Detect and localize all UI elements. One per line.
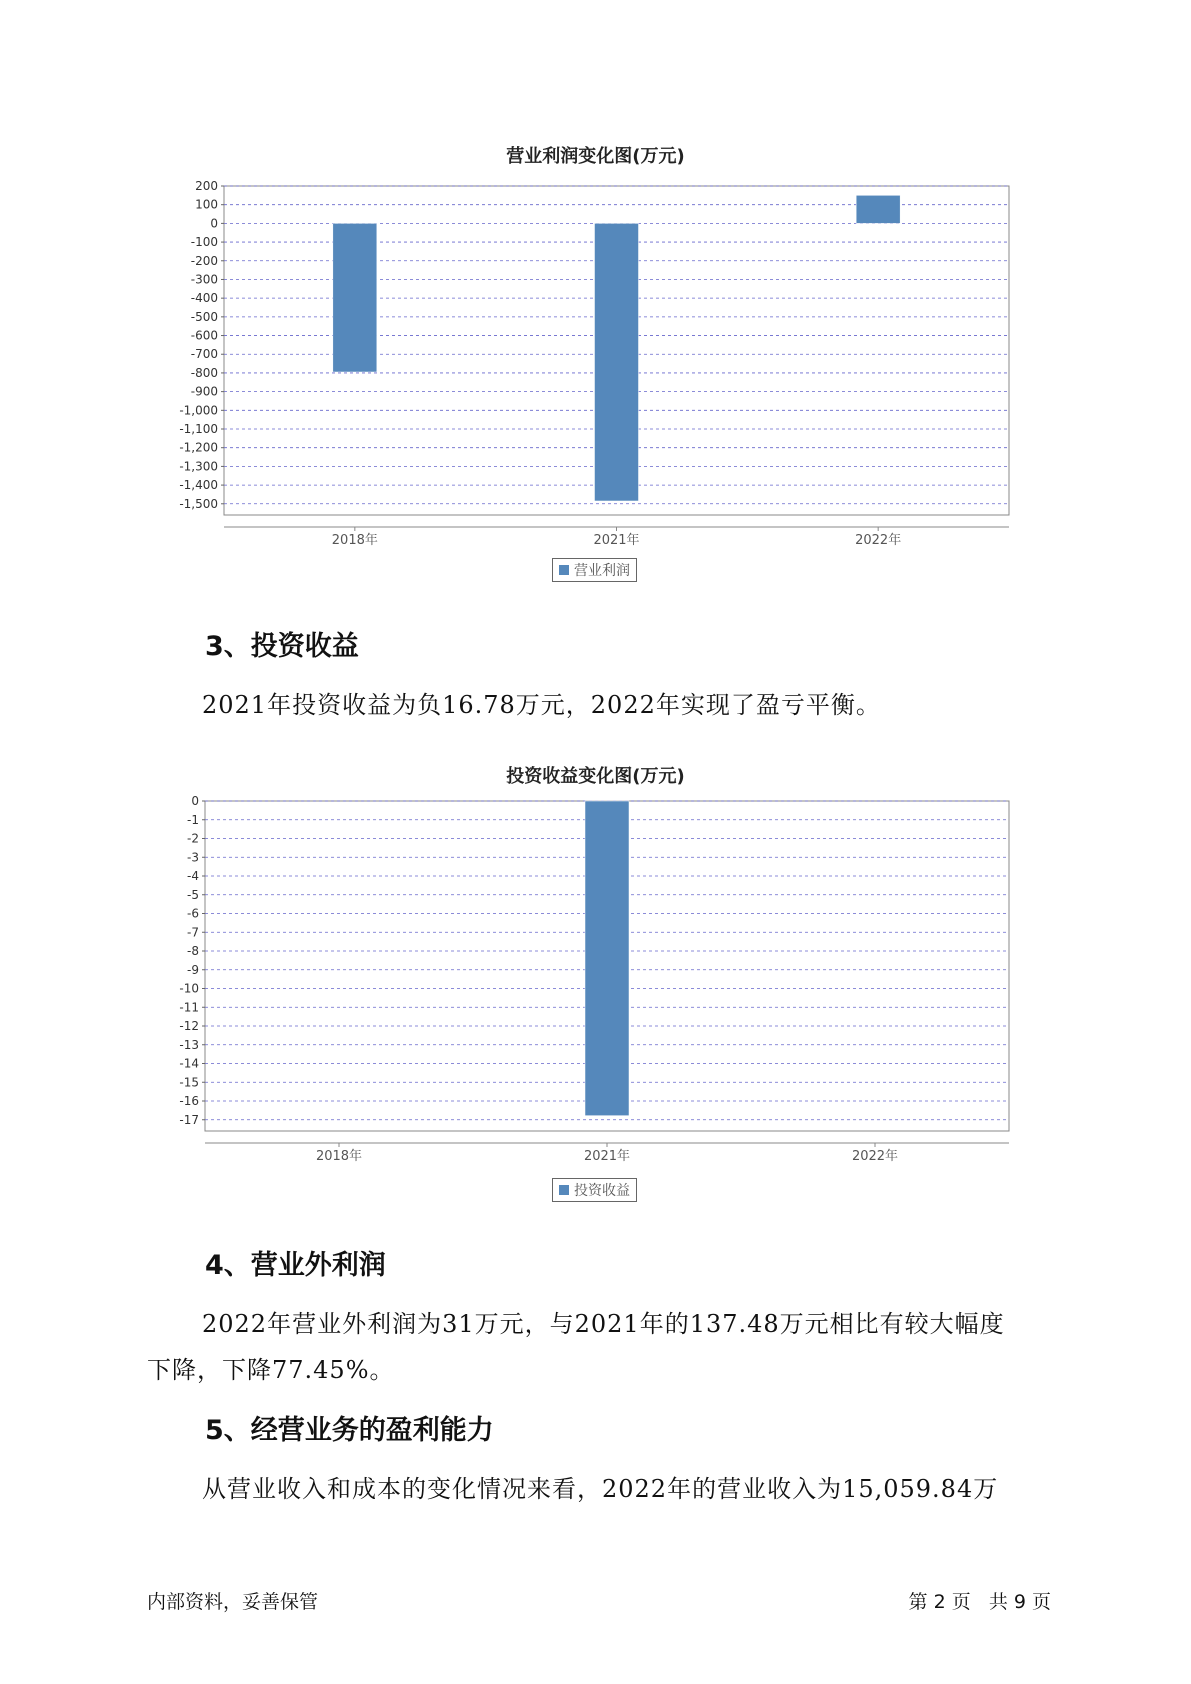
chart2-y-tick-label: -8: [187, 944, 199, 958]
chart1-y-tick-label: -100: [190, 235, 218, 250]
chart2-y-tick-label: -12: [179, 1019, 199, 1033]
chart2-y-tick-label: -7: [187, 925, 199, 940]
chart1-y-tick-label: -1,500: [179, 496, 218, 511]
chart2-legend: [552, 1178, 637, 1202]
chart2-bar-1: [585, 801, 629, 1116]
chart1-y-tick-label: -500: [190, 309, 218, 324]
chart1-y-tick-label: -400: [190, 291, 218, 306]
footer-confidential: 内部资料，妥善保管: [147, 1591, 319, 1613]
chart1-y-tick-label: -1,100: [179, 422, 218, 437]
chart1-legend-label: 营业利润: [574, 563, 630, 579]
chart1-y-tick-label: -300: [190, 272, 218, 287]
chart2-y-tick-label: -14: [179, 1056, 199, 1071]
chart2-y-tick-label: -6: [187, 906, 199, 921]
chart1-y-tick-label: -1,000: [179, 403, 218, 418]
chart2-title: 投资收益变化图(万元): [506, 766, 685, 787]
chart2-y-tick-label: -15: [179, 1075, 199, 1090]
chart2-x-tick-label: 2022年: [851, 1149, 899, 1164]
section3-heading: 3、投资收益: [205, 631, 359, 662]
chart1-y-tick-label: -800: [190, 365, 218, 380]
section5-heading: 5、经营业务的盈利能力: [205, 1415, 494, 1446]
section3-paragraph: 2021年投资收益为负16.78万元，2022年实现了盈亏平衡。: [202, 691, 881, 719]
chart1-y-tick-label: -1,300: [179, 459, 218, 474]
chart1-y-tick-label: -200: [190, 253, 218, 268]
chart2-legend-swatch: [559, 1185, 569, 1195]
footer-page-number: 第 2 页 共 9 页: [908, 1591, 1051, 1613]
chart2-y-tick-label: -9: [187, 962, 199, 977]
section4-heading: 4、营业外利润: [205, 1250, 386, 1281]
chart1-y-tick-label: -1,400: [179, 478, 218, 493]
chart2-y-tick-label: -17: [179, 1112, 199, 1127]
section4-line1: 2022年营业外利润为31万元，与2021年的137.48万元相比有较大幅度: [202, 1310, 1005, 1338]
chart1-x-tick-label: 2018年: [331, 533, 378, 548]
chart2-x-tick-label: 2018年: [315, 1149, 363, 1164]
chart2-y-tick-label: -11: [179, 1000, 199, 1015]
chart2-y-tick-label: -5: [187, 887, 199, 902]
section5-paragraph: 从营业收入和成本的变化情况来看，2022年的营业收入为15,059.84万: [202, 1475, 999, 1503]
chart1-y-tick-label: 0: [210, 216, 218, 231]
chart2-y-tick-label: -4: [187, 869, 199, 883]
chart1-y-tick-label: -900: [190, 384, 218, 399]
chart1-x-tick-label: 2022年: [855, 533, 902, 548]
chart2-legend-label: 投资收益: [574, 1183, 630, 1199]
chart2-y-tick-label: -16: [179, 1094, 199, 1108]
chart2-y-tick-label: -13: [179, 1037, 199, 1052]
chart1-y-tick-label: -600: [190, 328, 218, 343]
chart2-y-tick-label: -10: [179, 981, 199, 996]
chart2-x-tick-label: 2021年: [583, 1149, 631, 1164]
chart2-y-tick-label: -2: [187, 831, 199, 846]
chart1-y-tick-label: -700: [190, 347, 218, 362]
chart2-y-tick-label: -3: [187, 850, 199, 865]
chart1-title: 营业利润变化图(万元): [506, 146, 685, 167]
section4-line2: 下降，下降77.45%。: [147, 1356, 395, 1384]
chart2-y-tick-label: 0: [191, 794, 199, 808]
chart1-x-tick-label: 2021年: [593, 533, 640, 548]
chart1-y-tick-label: 100: [195, 197, 218, 212]
chart1-y-tick-label: -1,200: [179, 440, 218, 455]
chart1-y-tick-label: 200: [195, 179, 218, 193]
chart2-y-tick-label: -1: [187, 812, 199, 827]
